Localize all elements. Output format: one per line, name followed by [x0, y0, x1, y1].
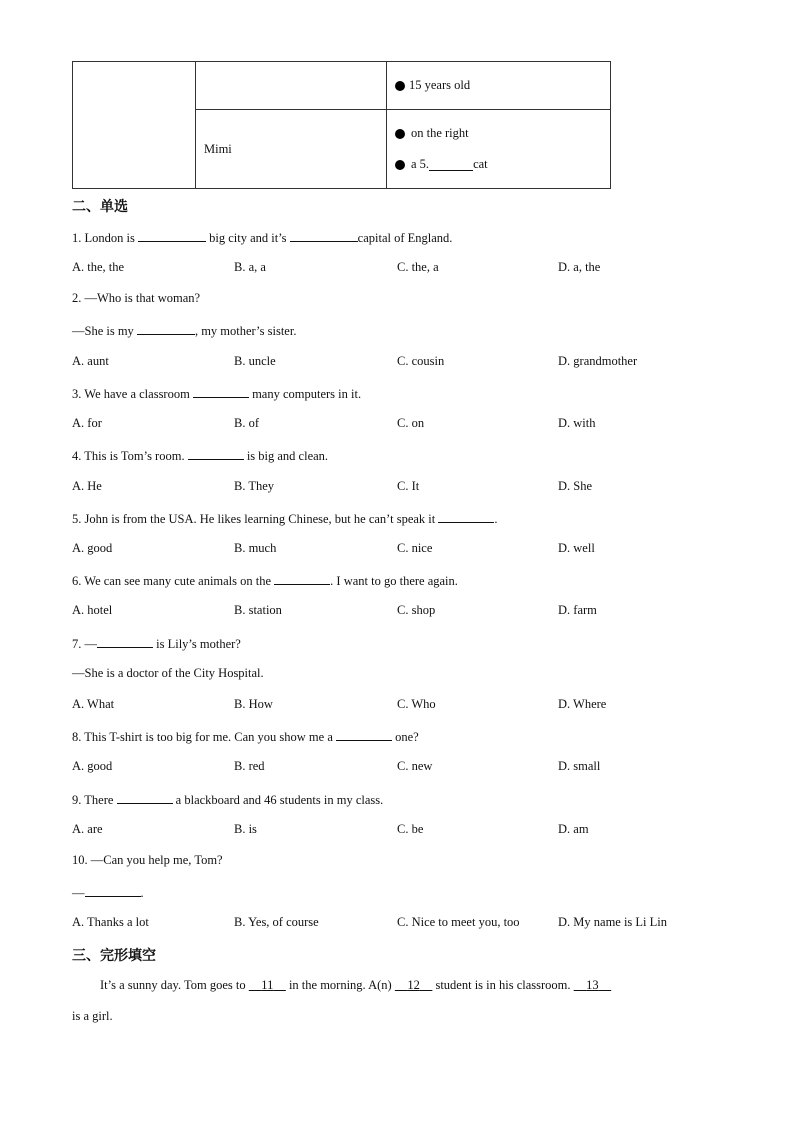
table-cell: [387, 110, 611, 189]
option-d[interactable]: D. She: [558, 479, 593, 493]
options-2: [72, 354, 712, 372]
option-d[interactable]: D. grandmother: [558, 354, 638, 368]
options-5: [72, 541, 712, 559]
question-7: 7. — is Lily’s mother?: [72, 637, 241, 651]
option-b[interactable]: B. of: [234, 416, 259, 430]
option-b[interactable]: B. How: [234, 697, 273, 711]
option-d[interactable]: D. small: [558, 759, 601, 773]
bullet-item: a 5. cat: [395, 154, 602, 176]
options-10: [72, 915, 712, 933]
option-c[interactable]: C. on: [397, 416, 425, 430]
option-c[interactable]: C. Nice to meet you, too: [397, 915, 520, 929]
question-1: 1. London is big city and it’s capital of England.: [72, 231, 453, 245]
question-2: 2. —Who is that woman?: [72, 291, 201, 305]
answer-blank[interactable]: [274, 572, 330, 585]
options-4: [72, 479, 712, 497]
answer-blank[interactable]: [336, 728, 392, 741]
option-d[interactable]: D. My name is Li Lin: [558, 915, 668, 929]
answer-blank[interactable]: [188, 447, 244, 460]
options-6: [72, 603, 712, 621]
option-b[interactable]: B. station: [234, 603, 282, 617]
question-2-reply: —She is my , my mother’s sister.: [72, 324, 297, 338]
answer-blank[interactable]: [138, 229, 206, 242]
option-c[interactable]: C. Who: [397, 697, 436, 711]
answer-blank[interactable]: [97, 635, 153, 648]
answer-blank[interactable]: [290, 229, 358, 242]
answer-blank[interactable]: [137, 322, 195, 335]
option-c[interactable]: C. nice: [397, 541, 433, 555]
option-b[interactable]: B. uncle: [234, 354, 276, 368]
option-b[interactable]: B. a, a: [234, 260, 266, 274]
option-a[interactable]: A. good: [72, 541, 113, 555]
option-a[interactable]: A. good: [72, 759, 113, 773]
question-10-reply: — .: [72, 886, 144, 900]
question-10: 10. —Can you help me, Tom?: [72, 853, 223, 867]
bullet-icon: [395, 129, 405, 139]
option-d[interactable]: D. Where: [558, 697, 607, 711]
cloze-blank-12[interactable]: 12: [407, 978, 420, 992]
cloze-paragraph-line-1: It’s a sunny day. Tom goes to 11 in the morning. A(n) 12 student is in his classroom. 13: [100, 978, 611, 993]
option-a[interactable]: A. for: [72, 416, 102, 430]
option-a[interactable]: A. What: [72, 697, 115, 711]
option-d[interactable]: D. well: [558, 541, 595, 555]
options-3: [72, 416, 712, 434]
section-title: 三、完形填空: [72, 948, 156, 964]
answer-blank[interactable]: [85, 884, 141, 897]
table-cell-name: Mimi: [196, 110, 387, 189]
option-a[interactable]: A. aunt: [72, 354, 109, 368]
option-d[interactable]: D. with: [558, 416, 596, 430]
question-9: 9. There a blackboard and 46 students in my class.: [72, 793, 384, 807]
option-a[interactable]: A. are: [72, 822, 103, 836]
option-d[interactable]: D. a, the: [558, 260, 601, 274]
option-d[interactable]: D. am: [558, 822, 589, 836]
option-a[interactable]: A. the, the: [72, 260, 125, 274]
table-cell: [387, 62, 611, 110]
bullet-item: on the right: [395, 123, 602, 145]
option-c[interactable]: C. It: [397, 479, 420, 493]
option-c[interactable]: C. new: [397, 759, 433, 773]
question-3: 3. We have a classroom many computers in it.: [72, 387, 362, 401]
question-7-reply: —She is a doctor of the City Hospital.: [72, 666, 264, 680]
options-7: [72, 697, 712, 715]
option-c[interactable]: C. be: [397, 822, 424, 836]
options-8: [72, 759, 712, 777]
info-table: [72, 61, 611, 189]
question-5: 5. John is from the USA. He likes learning Chinese, but he can’t speak it .: [72, 512, 498, 526]
answer-blank[interactable]: [429, 158, 473, 171]
option-b[interactable]: B. Yes, of course: [234, 915, 319, 929]
option-a[interactable]: A. He: [72, 479, 102, 493]
section-title: 二、单选: [72, 199, 128, 215]
option-a[interactable]: A. Thanks a lot: [72, 915, 149, 929]
answer-blank[interactable]: [438, 510, 494, 523]
cloze-paragraph-line-2: is a girl.: [72, 1009, 113, 1023]
option-c[interactable]: C. shop: [397, 603, 436, 617]
table-cell: [196, 62, 387, 110]
cloze-blank-13[interactable]: 13: [586, 978, 599, 992]
question-6: 6. We can see many cute animals on the . I want to go there again.: [72, 574, 458, 588]
bullet-item: 15 years old: [395, 75, 602, 97]
option-d[interactable]: D. farm: [558, 603, 597, 617]
question-4: 4. This is Tom’s room. is big and clean.: [72, 449, 329, 463]
table-cell-empty: [73, 62, 196, 189]
option-c[interactable]: C. the, a: [397, 260, 439, 274]
option-b[interactable]: B. red: [234, 759, 265, 773]
bullet-icon: [395, 81, 405, 91]
option-b[interactable]: B. much: [234, 541, 277, 555]
option-c[interactable]: C. cousin: [397, 354, 445, 368]
answer-blank[interactable]: [193, 385, 249, 398]
option-b[interactable]: B. is: [234, 822, 257, 836]
options-1: [72, 260, 712, 278]
bullet-icon: [395, 160, 405, 170]
question-8: 8. This T-shirt is too big for me. Can you show me a one?: [72, 730, 419, 744]
option-a[interactable]: A. hotel: [72, 603, 113, 617]
options-9: [72, 822, 712, 840]
answer-blank[interactable]: [117, 791, 173, 804]
option-b[interactable]: B. They: [234, 479, 275, 493]
cloze-blank-11[interactable]: 11: [261, 978, 274, 992]
